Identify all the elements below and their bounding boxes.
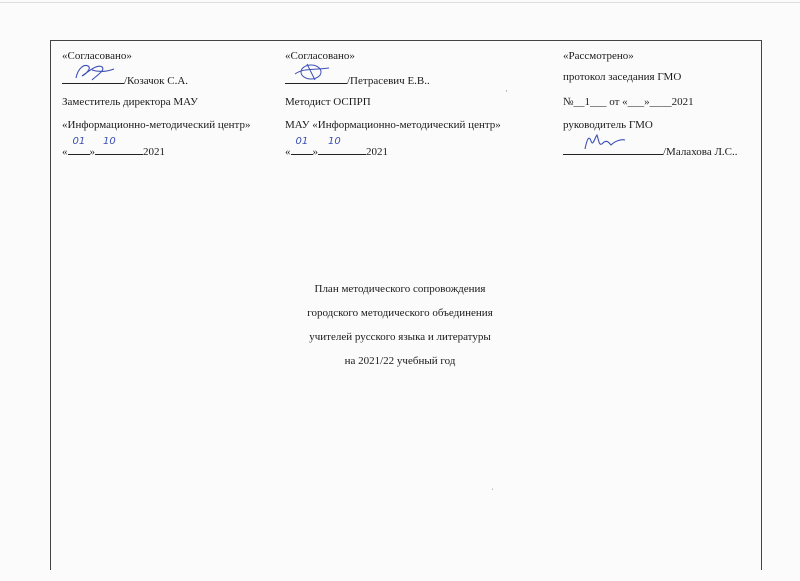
signer-position: Заместитель директора МАУ (62, 96, 198, 108)
signature-line (563, 143, 738, 158)
handwritten-day: 01 (72, 136, 86, 147)
protocol-number: №__1___ от «___»____2021 (563, 96, 694, 108)
scan-speck: ˈ (491, 487, 494, 497)
date-year: 2021 (143, 146, 165, 158)
date-year: 2021 (366, 146, 388, 158)
handwritten-signature (62, 60, 124, 82)
review-status: «Рассмотрено» (563, 50, 634, 62)
document-title-line-1: План методического сопровождения (314, 283, 486, 295)
approval-status: «Согласовано» (285, 50, 355, 62)
signer-name: /Петрасевич Е.В.. (347, 75, 430, 87)
signer-name: /Козачок С.А. (124, 75, 189, 87)
signature-blank (62, 72, 124, 84)
organization-name: МАУ «Информационно-методический центр» (285, 119, 501, 131)
document-title-line-2: городского методического объединения (307, 307, 493, 319)
signature-blank (285, 72, 347, 84)
signature-line (62, 72, 188, 87)
handwritten-day: 01 (295, 136, 309, 147)
protocol-line: протокол заседания ГМО (563, 71, 682, 83)
handwritten-month: 10 (328, 136, 341, 147)
scan-speck: · (505, 86, 508, 96)
signature-line (285, 72, 430, 87)
signer-name: /Малахова Л.С.. (663, 146, 738, 158)
scan-edge (0, 2, 800, 3)
signer-position: Методист ОСПРП (285, 96, 371, 108)
document-title-line-4: на 2021/22 учебный год (344, 355, 456, 367)
handwritten-month: 10 (103, 136, 116, 147)
signer-position: руководитель ГМО (563, 119, 653, 131)
handwritten-signature (563, 131, 663, 153)
approval-date: « 01 » 10 2021 (62, 136, 165, 158)
approval-status: «Согласовано» (62, 50, 132, 62)
handwritten-signature (285, 60, 347, 82)
approval-date: « 01 » 10 2021 (285, 136, 388, 158)
document-title-line-3: учителей русского языка и литературы (309, 331, 491, 343)
organization-name: «Информационно-методический центр» (62, 119, 251, 131)
signature-blank (563, 143, 663, 155)
